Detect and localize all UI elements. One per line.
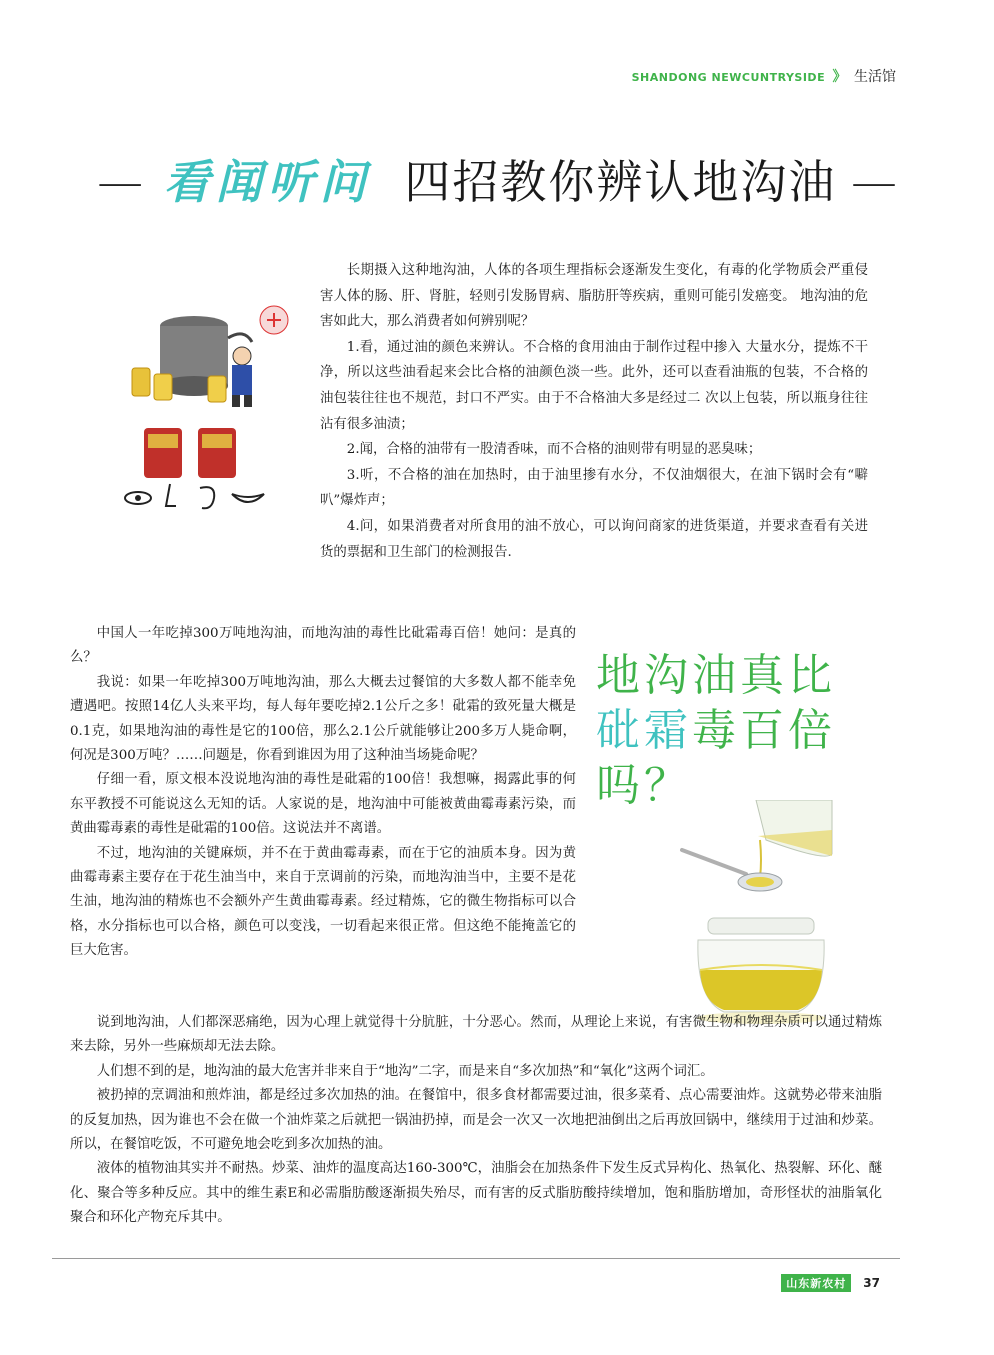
section-cn: 生活馆 [854,69,896,85]
article-title [0,150,994,214]
page-header [632,66,896,86]
body-column-narrow [70,622,576,964]
intro-paragraph: 4.问，如果消费者对所食用的油不放心，可以询问商家的进货渠道，并要求查看有关进货的票据和卫生部门的检测报告. [320,518,868,560]
body-paragraph: 被扔掉的烹调油和煎炸油，都是经过多次加热的油。在餐馆中，很多食材都需要过油，很多菜肴、点心需要油炸。这就势必带来油脂的反复加热，因为谁也不会在做一个油炸菜之后就把一锅油扔掉，而是会一次又一次地把油倒出之后再放回锅中，继续用于过油和炒菜。所以，在餐馆吃饭，不可避免地会吃到多次加热的油。 [70,1088,882,1153]
title-dash-right: — [850,155,897,209]
title-subtitle: 看闻听问 [163,155,372,209]
intro-paragraph: 3.听，不合格的油在加热时，由于油里掺有水分，不仅油烟很大，在油下锅时会有“噼叭”爆炸声； [320,467,868,509]
illustration-oil-senses [124,298,300,520]
body-paragraph: 仔细一看，原文根本没说地沟油的毒性是砒霜的100倍！我想嘛，揭露此事的何东平教授不可能说这么无知的话。人家说的是，地沟油中可能被黄曲霉毒素污染，而黄曲霉毒素的毒性是砒霜的100倍。这说法并不离谱。 [70,772,576,837]
intro-paragraph: 2.闻，合格的油带有一股清香味，而不合格的油则带有明显的恶臭味； [346,442,762,458]
header-separator: 》 [832,69,847,85]
pull-quote-line: 地沟油真比 [596,650,836,701]
page-number: 37 [863,1276,880,1290]
title-main: 四招教你辨认地沟油 [404,155,837,209]
pull-quote-rest: 毒百倍 [692,705,836,756]
body-paragraph: 说到地沟油，人们都深恶痛绝，因为心理上就觉得十分肮脏，十分恶心。然而，从理论上来说，有害微生物和物理杂质可以通过精炼来去除，另外一些麻烦却无法去除。 [70,1015,882,1055]
page-footer [781,1274,880,1292]
oil-cartoon-image [124,298,300,520]
pull-quote-highlight: 砒霜 [596,705,692,756]
intro-text [320,258,868,565]
body-paragraph: 我说：如果一年吃掉300万吨地沟油，那么大概去过餐馆的大多数人都不能幸免遭遇吧。按照14亿人头来平均，每人每年要吃掉2.1公斤之多！砒霜的致死量大概是0.1克，如果地沟油的毒性是它的100倍，那么2.1公斤就能够让200多万人毙命啊，何况是300万吨？……问题是，你看到谁因为用了这种油当场毙命呢？ [70,674,576,764]
oil-jar-image [676,800,846,1028]
section-en: SHANDONG NEWCUNTRYSIDE [631,71,826,84]
illustration-oil-jar [676,800,846,1028]
body-paragraph: 不过，地沟油的关键麻烦，并不在于黄曲霉毒素，而在于它的油质本身。因为黄曲霉毒素主要存在于花生油当中，来自于烹调前的污染，而地沟油当中，主要不是花生油，地沟油的精炼也不会额外产生黄曲霉毒素。经过精炼，它的微生物指标可以合格，水分指标也可以合格，颜色可以变浅，一切看起来很正常。但这绝不能掩盖它的巨大危害。 [70,845,576,959]
footer-divider [52,1258,900,1259]
magazine-name: 山东新农村 [781,1274,851,1292]
pull-quote-line [596,703,886,758]
body-column-wide [70,1011,882,1231]
body-paragraph: 中国人一年吃掉300万吨地沟油，而地沟油的毒性比砒霜毒百倍！她问：是真的么？ [70,626,576,666]
body-paragraph: 人们想不到的是，地沟油的最大危害并非来自于“地沟”二字，而是来自“多次加热”和“氧化”这两个词汇。 [96,1063,714,1079]
title-dash-left: — [97,155,144,209]
intro-paragraph: 长期摄入这种地沟油，人体的各项生理指标会逐渐发生变化，有毒的化学物质会严重侵害人体的肠、肝、肾脏，轻则引发肠胃病、脂肪肝等疾病，重则可能引发癌变。 地沟油的危害如此大，那么消费者如何辨别呢？ [320,263,868,330]
intro-paragraph: 1.看，通过油的颜色来辨认。不合格的食用油由于制作过程中掺入 大量水分，提炼不干净，所以这些油看起来会比合格的油颜色淡一些。此外，还可以查看油瓶的包装，不合格的油包装往往也不规范，封口不严实。由于不合格油大多是经过二 次以上包装，所以瓶身往往沾有很多油渍； [320,339,868,432]
pull-quote [596,648,886,813]
pull-quote-line: 吗？ [596,760,692,811]
body-paragraph: 液体的植物油其实并不耐热。炒菜、油炸的温度高达160-300℃，油脂会在加热条件下发生反式异构化、热氧化、热裂解、环化、醚化、聚合等多种反应。其中的维生素E和必需脂肪酸逐渐损失殆尽，而有害的反式脂肪酸持续增加，饱和脂肪增加，奇形怪状的油脂氧化聚合和环化产物充斥其中。 [70,1161,882,1226]
